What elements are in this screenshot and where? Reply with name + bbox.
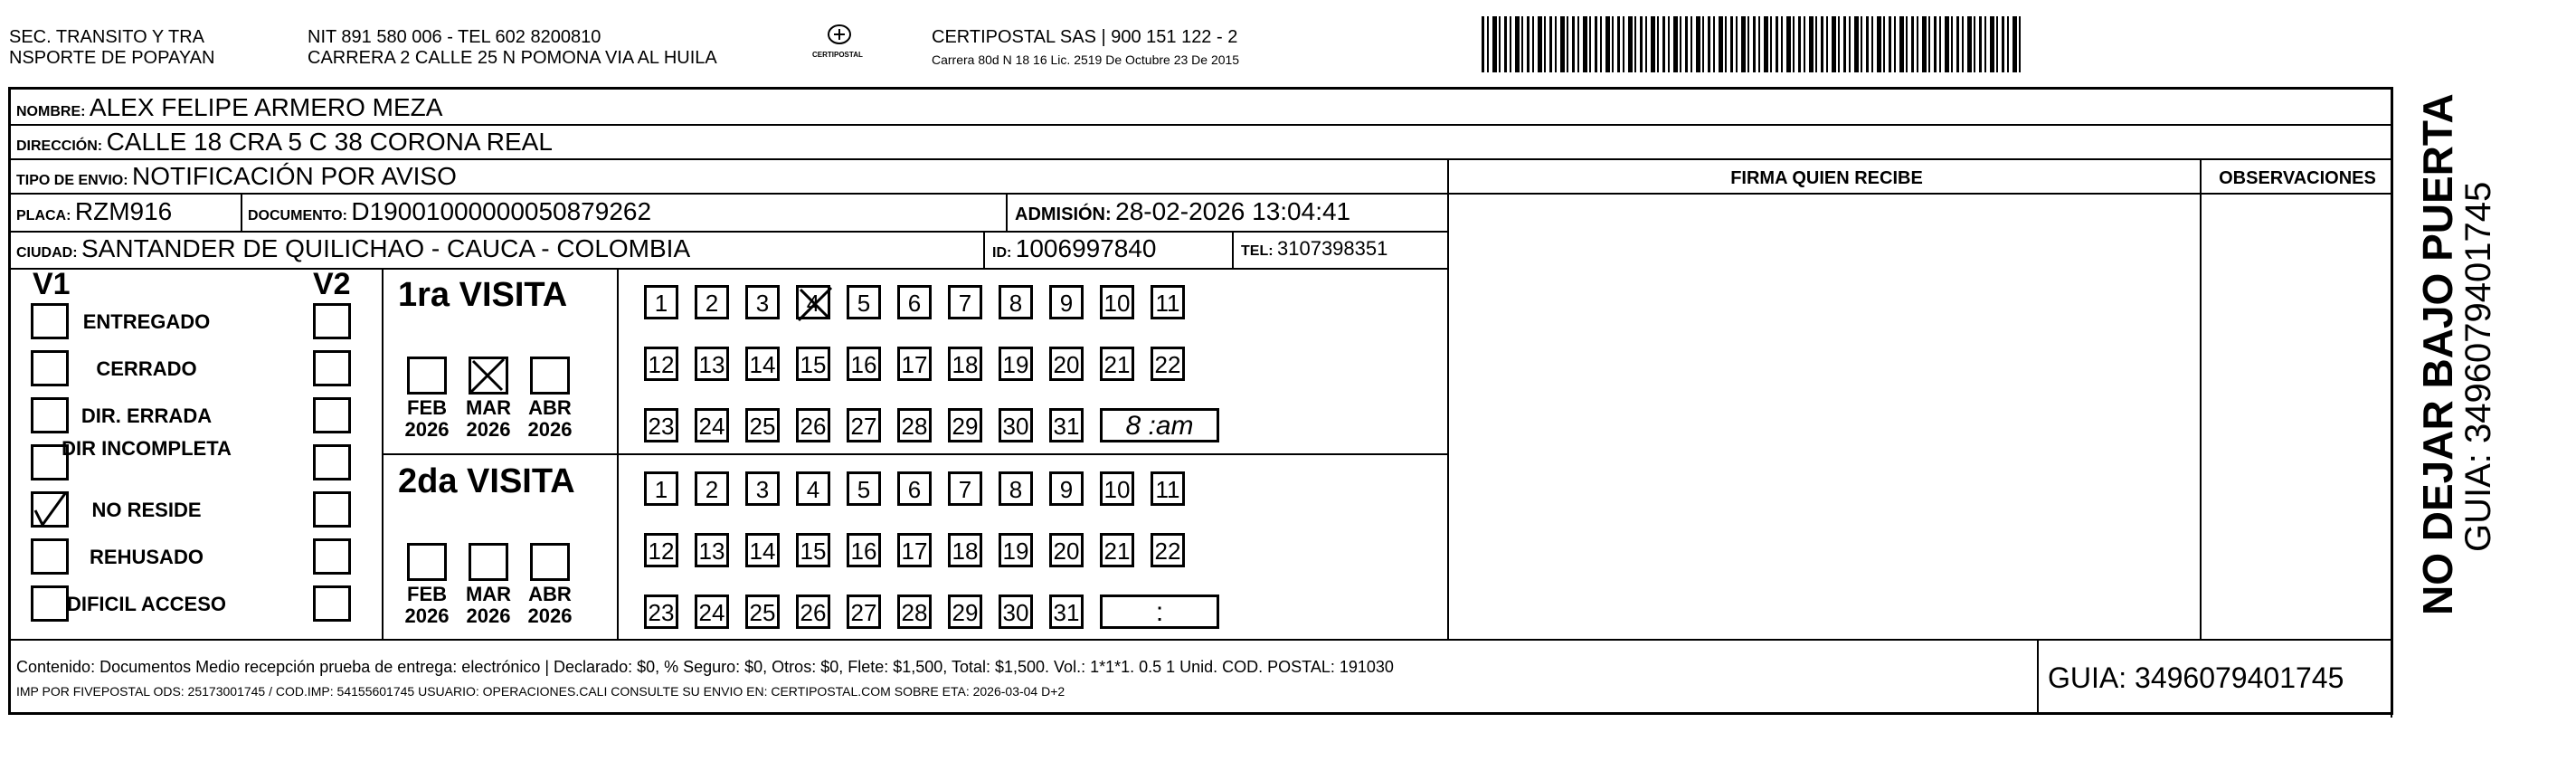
month-label-mar: MAR 2026 xyxy=(465,583,512,627)
footer-line1: Contenido: Documentos Medio recepción prueba de entrega: electrónico | Declarado: $0, % Seguro: $0, Otros: $0, Flete: $1,500, Total: $1,500. Vol.: 1*1*1. 0.5 1 Unid. COD. POSTAL: 191030 xyxy=(16,658,1394,676)
day-box[interactable]: 12 xyxy=(644,347,678,381)
day-box[interactable]: 24 xyxy=(695,408,729,442)
day-box[interactable]: 18 xyxy=(948,347,982,381)
day-box[interactable]: 3 xyxy=(745,471,780,506)
day-box[interactable]: 1 xyxy=(644,285,678,319)
day-box[interactable]: 2 xyxy=(695,471,729,506)
day-box[interactable]: 16 xyxy=(847,533,881,567)
day-box[interactable]: 19 xyxy=(999,533,1033,567)
day-box[interactable]: 10 xyxy=(1100,471,1134,506)
tipo-envio-label: TIPO DE ENVIO: xyxy=(16,173,128,188)
day-box[interactable]: 7 xyxy=(948,285,982,319)
day-box[interactable]: 26 xyxy=(796,408,830,442)
nit-line1: NIT 891 580 006 - TEL 602 8200810 xyxy=(308,27,601,47)
day-box[interactable]: 1 xyxy=(644,471,678,506)
side-warning: NO DEJAR BAJO PUERTA xyxy=(2414,93,2461,615)
month-checkbox-feb[interactable] xyxy=(407,357,447,395)
month-label-feb: FEB 2026 xyxy=(404,583,450,627)
v2-checkbox-cerrado[interactable] xyxy=(313,350,351,386)
day-box[interactable]: 7 xyxy=(948,471,982,506)
month-checkbox-feb[interactable] xyxy=(407,543,447,581)
ciudad-label: CIUDAD: xyxy=(16,245,78,261)
id-label: ID: xyxy=(992,245,1012,261)
day-box[interactable]: 30 xyxy=(999,595,1033,629)
documento-value: D19001000000050879262 xyxy=(351,197,652,225)
day-box[interactable]: 19 xyxy=(999,347,1033,381)
day-box[interactable]: 4 xyxy=(796,471,830,506)
day-box[interactable]: 15 xyxy=(796,533,830,567)
day-box[interactable]: 31 xyxy=(1049,595,1084,629)
v2-label: V2 xyxy=(313,267,351,301)
placa-label: PLACA: xyxy=(16,208,71,224)
day-box[interactable]: 21 xyxy=(1100,533,1134,567)
day-box[interactable]: 27 xyxy=(847,408,881,442)
v2-checkbox-entregado[interactable] xyxy=(313,303,351,339)
day-box[interactable]: 17 xyxy=(897,347,932,381)
side-guia: GUIA: 3496079401745 xyxy=(2458,181,2498,552)
day-box[interactable]: 6 xyxy=(897,285,932,319)
day-box[interactable]: 5 xyxy=(847,285,881,319)
nombre-value: ALEX FELIPE ARMERO MEZA xyxy=(89,93,443,121)
tipo-envio-value: NOTIFICACIÓN POR AVISO xyxy=(132,162,457,190)
day-box[interactable]: 2 xyxy=(695,285,729,319)
status-option-label: CERRADO xyxy=(96,357,197,380)
first-visit-time[interactable]: 8 :am xyxy=(1100,408,1219,442)
v2-checkbox-no-reside[interactable] xyxy=(313,491,351,528)
observaciones-header: OBSERVACIONES xyxy=(2219,168,2376,188)
v1-label: V1 xyxy=(33,267,71,301)
admision-label: ADMISIÓN: xyxy=(1015,205,1112,224)
status-option-label: ENTREGADO xyxy=(82,310,211,333)
direccion-value: CALLE 18 CRA 5 C 38 CORONA REAL xyxy=(106,128,553,156)
day-box[interactable]: 31 xyxy=(1049,408,1084,442)
direccion-label: DIRECCIÓN: xyxy=(16,138,103,154)
day-box[interactable]: 21 xyxy=(1100,347,1134,381)
v2-checkbox-dificil-acceso[interactable] xyxy=(313,585,351,622)
day-box[interactable]: 23 xyxy=(644,408,678,442)
placa-value: RZM916 xyxy=(74,197,173,225)
day-box[interactable]: 6 xyxy=(897,471,932,506)
nombre-label: NOMBRE: xyxy=(16,104,86,119)
footer-line2: IMP POR FIVEPOSTAL ODS: 25173001745 / COD.IMP: 54155601745 USUARIO: OPERACIONES.CALI CONSULTE SU ENVIO EN: CERTIPOSTAL.COM SOBRE ETA: 2026-03-04 D+2 xyxy=(16,684,1065,699)
status-option-label: DIFICIL ACCESO xyxy=(66,593,226,615)
day-box[interactable]: 3 xyxy=(745,285,780,319)
status-option-label: DIR INCOMPLETA xyxy=(62,437,232,460)
day-box[interactable]: 11 xyxy=(1151,285,1185,319)
status-option-label: NO RESIDE xyxy=(91,499,202,521)
day-box[interactable]: 10 xyxy=(1100,285,1134,319)
month-label-abr: ABR 2026 xyxy=(527,396,573,441)
status-option-label: DIR. ERRADA xyxy=(80,404,213,427)
day-box[interactable]: 5 xyxy=(847,471,881,506)
sender-line2: NSPORTE DE POPAYAN xyxy=(9,48,215,68)
month-label-feb: FEB 2026 xyxy=(404,396,450,441)
day-box[interactable]: 12 xyxy=(644,533,678,567)
day-box[interactable]: 29 xyxy=(948,408,982,442)
ciudad-value: SANTANDER DE QUILICHAO - CAUCA - COLOMBIA xyxy=(81,234,691,262)
day-box[interactable]: 16 xyxy=(847,347,881,381)
carrier-line2: Carrera 80d N 18 16 Lic. 2519 De Octubre 23 De 2015 xyxy=(932,52,1240,67)
day-box[interactable]: 26 xyxy=(796,595,830,629)
footer-guia: GUIA: 3496079401745 xyxy=(2048,661,2344,694)
certipostal-logo-icon xyxy=(819,24,859,49)
day-box[interactable]: 23 xyxy=(644,595,678,629)
day-box[interactable]: 22 xyxy=(1151,533,1185,567)
month-checkbox-abr[interactable] xyxy=(530,543,570,581)
day-box[interactable]: 20 xyxy=(1049,347,1084,381)
delivery-form xyxy=(8,87,2393,715)
id-value: 1006997840 xyxy=(1015,234,1157,262)
day-box[interactable]: 18 xyxy=(948,533,982,567)
v2-checkbox-dir-errada[interactable] xyxy=(313,397,351,433)
day-box[interactable]: 29 xyxy=(948,595,982,629)
day-box[interactable]: 30 xyxy=(999,408,1033,442)
day-box[interactable]: 27 xyxy=(847,595,881,629)
day-box[interactable]: 24 xyxy=(695,595,729,629)
day-box[interactable]: 14 xyxy=(745,533,780,567)
day-box[interactable]: 11 xyxy=(1151,471,1185,506)
admision-value: 28-02-2026 13:04:41 xyxy=(1115,197,1351,225)
month-label-abr: ABR 2026 xyxy=(527,583,573,627)
day-box[interactable]: 9 xyxy=(1049,471,1084,506)
logo-text: CERTIPOSTAL xyxy=(812,51,863,59)
day-box[interactable]: 25 xyxy=(745,595,780,629)
day-box[interactable]: 22 xyxy=(1151,347,1185,381)
tel-value: 3107398351 xyxy=(1277,237,1388,260)
month-checkbox-mar[interactable] xyxy=(469,357,508,395)
day-box[interactable]: 8 xyxy=(999,471,1033,506)
day-box[interactable]: 13 xyxy=(695,347,729,381)
first-visit-title: 1ra VISITA xyxy=(398,276,568,314)
tel-label: TEL: xyxy=(1241,243,1274,259)
nit-line2: CARRERA 2 CALLE 25 N POMONA VIA AL HUILA xyxy=(308,48,717,68)
day-box[interactable]: 25 xyxy=(745,408,780,442)
day-box[interactable]: 4 xyxy=(796,285,830,319)
barcode xyxy=(1482,16,2022,72)
firma-header: FIRMA QUIEN RECIBE xyxy=(1730,168,1923,188)
v2-checkbox-rehusado[interactable] xyxy=(313,538,351,575)
day-box[interactable]: 13 xyxy=(695,533,729,567)
day-box[interactable]: 28 xyxy=(897,595,932,629)
month-checkbox-mar[interactable] xyxy=(469,543,508,581)
sender-line1: SEC. TRANSITO Y TRA xyxy=(9,27,204,47)
status-option-label: REHUSADO xyxy=(90,546,204,568)
documento-label: DOCUMENTO: xyxy=(248,208,347,224)
month-label-mar: MAR 2026 xyxy=(465,396,512,441)
second-visit-time[interactable]: : xyxy=(1100,595,1219,629)
second-visit-title: 2da VISITA xyxy=(398,462,575,500)
v2-checkbox-dir-incompleta[interactable] xyxy=(313,444,351,480)
day-box[interactable]: 17 xyxy=(897,533,932,567)
carrier-line1: CERTIPOSTAL SAS | 900 151 122 - 2 xyxy=(932,27,1238,47)
day-box[interactable]: 8 xyxy=(999,285,1033,319)
day-box[interactable]: 20 xyxy=(1049,533,1084,567)
day-box[interactable]: 14 xyxy=(745,347,780,381)
day-box[interactable]: 9 xyxy=(1049,285,1084,319)
day-box[interactable]: 15 xyxy=(796,347,830,381)
day-box[interactable]: 28 xyxy=(897,408,932,442)
month-checkbox-abr[interactable] xyxy=(530,357,570,395)
